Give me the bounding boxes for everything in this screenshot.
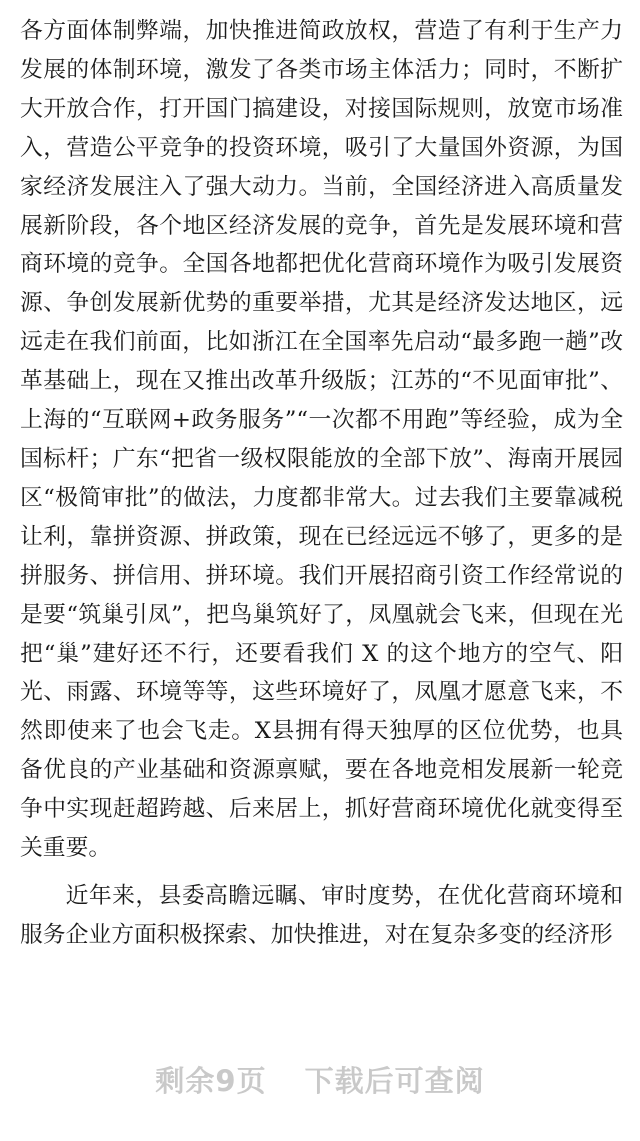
download-banner[interactable] xyxy=(0,1054,640,1104)
remaining-pages-label: 剩余9页 xyxy=(155,1063,267,1098)
paragraph: 近年来，县委高瞻远瞩、审时度势，在优化营商环境和服务企业方面积极探索、加快推进，对在复杂多变的经济形 xyxy=(20,882,623,948)
download-prompt-label: 下载后可查阅 xyxy=(304,1063,485,1098)
document-body xyxy=(20,12,623,955)
paragraph: 各方面体制弊端，加快推进简政放权，营造了有利于生产力发展的体制环境，激发了各类市场主体活力；同时，不断扩大开放合作，打开国门搞建设，对接国际规则，放宽市场准入，营造公平竞争的投资环境，吸引了大量国外资源，为国家经济发展注入了强大动力。当前，全国经济进入高质量发展新阶段，各个地区经济发展的竞争，首先是发展环境和营商环境的竞争。全国各地都把优化营商环境作为吸引发展资源、争创发展新优势的重要举措，尤其是经济发达地区，远远走在我们前面，比如浙江在全国率先启动“最多跑一趟”改革基础上，现在又推出改革升级版；江苏的“不见面审批”、上海的“互联网+政务服务”“一次都不用跑”等经验，成为全国标杆；广东“把省一级权限能放的全部下放”、海南开展园区“极简审批”的做法，力度都非常大。过去我们主要靠减税让利，靠拼资源、拼政策，现在已经远远不够了，更多的是拼服务、拼信用、拼环境。我们开展招商引资工作经常说的是要“筑巢引凤”，把鸟巢筑好了，凤凰就会飞来，但现在光把“巢”建好还不行，还要看我们 X 的这个地方的空气、阳光、雨露、环境等等，这些环境好了，凤凰才愿意飞来，不然即使来了也会飞走。X县拥有得天独厚的区位优势，也具备优良的产业基础和资源禀赋，要在各地竞相发展新一轮竞争中实现赶超跨越、后来居上，抓好营商环境优化就变得至关重要。 xyxy=(20,18,623,862)
